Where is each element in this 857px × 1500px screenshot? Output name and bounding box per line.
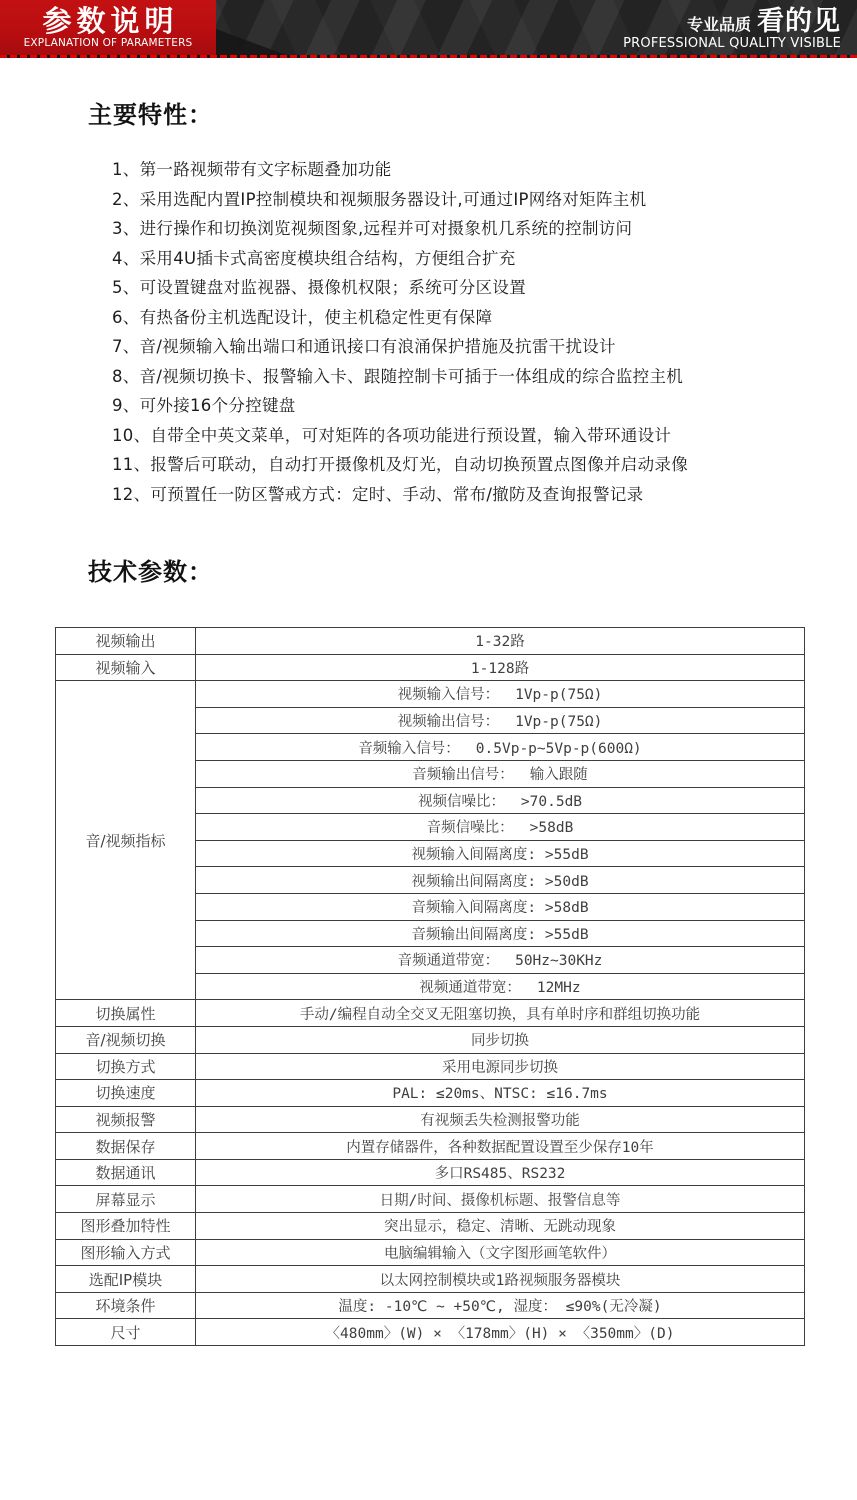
slogan-en: PROFESSIONAL QUALITY VISIBLE xyxy=(623,36,841,51)
spec-value: 有视频丢失检测报警功能 xyxy=(196,1106,805,1133)
header-banner xyxy=(0,0,857,58)
spec-row xyxy=(56,1053,805,1080)
spec-value: 视频输入间隔离度: >55dB xyxy=(196,840,805,867)
spec-value: 1-128路 xyxy=(196,654,805,681)
spec-row xyxy=(56,1239,805,1266)
slogan-cn-small: 专业品质 xyxy=(686,15,751,34)
spec-row xyxy=(56,1292,805,1319)
fold-triangle-decoration xyxy=(216,29,286,55)
spec-value: 手动/编程自动全交叉无阻塞切换，具有单时序和群组切换功能 xyxy=(196,1000,805,1027)
spec-row xyxy=(56,681,805,708)
spec-value: 视频输出间隔离度: >50dB xyxy=(196,867,805,894)
feature-item: 1、第一路视频带有文字标题叠加功能 xyxy=(112,160,392,179)
spec-label: 音/视频切换 xyxy=(56,1026,196,1053)
spec-value: 视频输入信号： 1Vp-p(75Ω) xyxy=(196,681,805,708)
spec-row xyxy=(56,1213,805,1240)
spec-label: 视频输入 xyxy=(56,654,196,681)
feature-item: 2、采用选配内置IP控制模块和视频服务器设计,可通过IP网络对矩阵主机 xyxy=(112,189,647,209)
spec-label: 数据通讯 xyxy=(56,1159,196,1186)
spec-label: 切换速度 xyxy=(56,1080,196,1107)
spec-row xyxy=(56,1026,805,1053)
feature-item: 6、有热备份主机选配设计，使主机稳定性更有保障 xyxy=(112,307,493,327)
feature-item: 7、音/视频输入输出端口和通讯接口有浪涌保护措施及抗雷干扰设计 xyxy=(112,337,616,356)
feature-item: 3、进行操作和切换浏览视频图象,远程并可对摄象机几系统的控制访问 xyxy=(112,219,633,238)
feature-item: 8、音/视频切换卡、报警输入卡、跟随控制卡可插于一体组成的综合监控主机 xyxy=(112,366,684,386)
spec-value: PAL: ≤20ms、NTSC: ≤16.7ms xyxy=(196,1080,805,1107)
spec-row xyxy=(56,1080,805,1107)
spec-value: 日期/时间、摄像机标题、报警信息等 xyxy=(196,1186,805,1213)
spec-label: 数据保存 xyxy=(56,1133,196,1160)
spec-value: 内置存储器件，各种数据配置设置至少保存10年 xyxy=(196,1133,805,1160)
spec-label: 环境条件 xyxy=(56,1292,196,1319)
spec-label: 切换属性 xyxy=(56,1000,196,1027)
spec-label: 图形叠加特性 xyxy=(56,1213,196,1240)
spec-label: 屏幕显示 xyxy=(56,1186,196,1213)
spec-label: 视频报警 xyxy=(56,1106,196,1133)
feature-item: 12、可预置任一防区警戒方式：定时、手动、常布/撤防及查询报警记录 xyxy=(112,484,644,504)
features-heading: 主要特性： xyxy=(88,101,213,129)
spec-row xyxy=(56,1159,805,1186)
spec-value: 音频信噪比： >58dB xyxy=(196,814,805,841)
spec-row xyxy=(56,1319,805,1346)
spec-value: 多口RS485、RS232 xyxy=(196,1159,805,1186)
feature-item: 4、采用4U插卡式高密度模块组合结构，方便组合扩充 xyxy=(112,248,516,268)
spec-value: 视频输出信号： 1Vp-p(75Ω) xyxy=(196,707,805,734)
spec-row xyxy=(56,1106,805,1133)
banner-slogan xyxy=(623,8,841,52)
feature-list xyxy=(112,155,817,509)
feature-item: 9、可外接16个分控键盘 xyxy=(112,396,296,415)
spec-label: 音/视频指标 xyxy=(56,681,196,1000)
spec-value: 温度: -10℃ ~ +50℃, 湿度： ≤90%(无冷凝) xyxy=(196,1292,805,1319)
spec-value: 采用电源同步切换 xyxy=(196,1053,805,1080)
spec-label: 尺寸 xyxy=(56,1319,196,1346)
spec-table-body xyxy=(56,628,805,1346)
spec-value: 1-32路 xyxy=(196,628,805,655)
feature-item: 10、自带全中英文菜单，可对矩阵的各项功能进行预设置，输入带环通设计 xyxy=(112,425,672,445)
spec-label: 视频输出 xyxy=(56,628,196,655)
spec-row xyxy=(56,628,805,655)
spec-label: 切换方式 xyxy=(56,1053,196,1080)
spec-row xyxy=(56,1000,805,1027)
spec-row xyxy=(56,1133,805,1160)
spec-table xyxy=(55,627,805,1346)
spec-value: 音频通道带宽： 50Hz~30KHz xyxy=(196,947,805,974)
spec-value: 视频信噪比： >70.5dB xyxy=(196,787,805,814)
banner-title-block xyxy=(0,0,216,55)
spec-value: 同步切换 xyxy=(196,1026,805,1053)
feature-item: 5、可设置键盘对监视器、摄像机权限；系统可分区设置 xyxy=(112,278,526,297)
spec-label: 图形输入方式 xyxy=(56,1239,196,1266)
spec-value: 突出显示，稳定、清晰、无跳动现象 xyxy=(196,1213,805,1240)
spec-value: 音频输入信号： 0.5Vp-p~5Vp-p(600Ω) xyxy=(196,734,805,761)
spec-row xyxy=(56,1186,805,1213)
feature-item: 11、报警后可联动，自动打开摄像机及灯光，自动切换预置点图像并启动录像 xyxy=(112,455,688,474)
spec-row xyxy=(56,654,805,681)
spec-value: 音频输入间隔离度: >58dB xyxy=(196,893,805,920)
spec-value: 视频通道带宽： 12MHz xyxy=(196,973,805,1000)
page-title-en: EXPLANATION OF PARAMETERS xyxy=(23,36,193,49)
spec-value: 音频输出信号： 输入跟随 xyxy=(196,760,805,787)
specs-heading: 技术参数： xyxy=(88,558,213,586)
spec-value: 〈480mm〉(W) × 〈178mm〉(H) × 〈350mm〉(D) xyxy=(196,1319,805,1346)
spec-value: 音频输出间隔离度: >55dB xyxy=(196,920,805,947)
spec-table-wrap xyxy=(55,627,857,1346)
spec-value: 以太网控制模块或1路视频服务器模块 xyxy=(196,1266,805,1293)
spec-value: 电脑编辑输入（文字图形画笔软件） xyxy=(196,1239,805,1266)
spec-row xyxy=(56,1266,805,1293)
page-title: 参数说明 xyxy=(42,3,179,38)
slogan-cn-big: 看的见 xyxy=(757,6,841,37)
spec-label: 选配IP模块 xyxy=(56,1266,196,1293)
